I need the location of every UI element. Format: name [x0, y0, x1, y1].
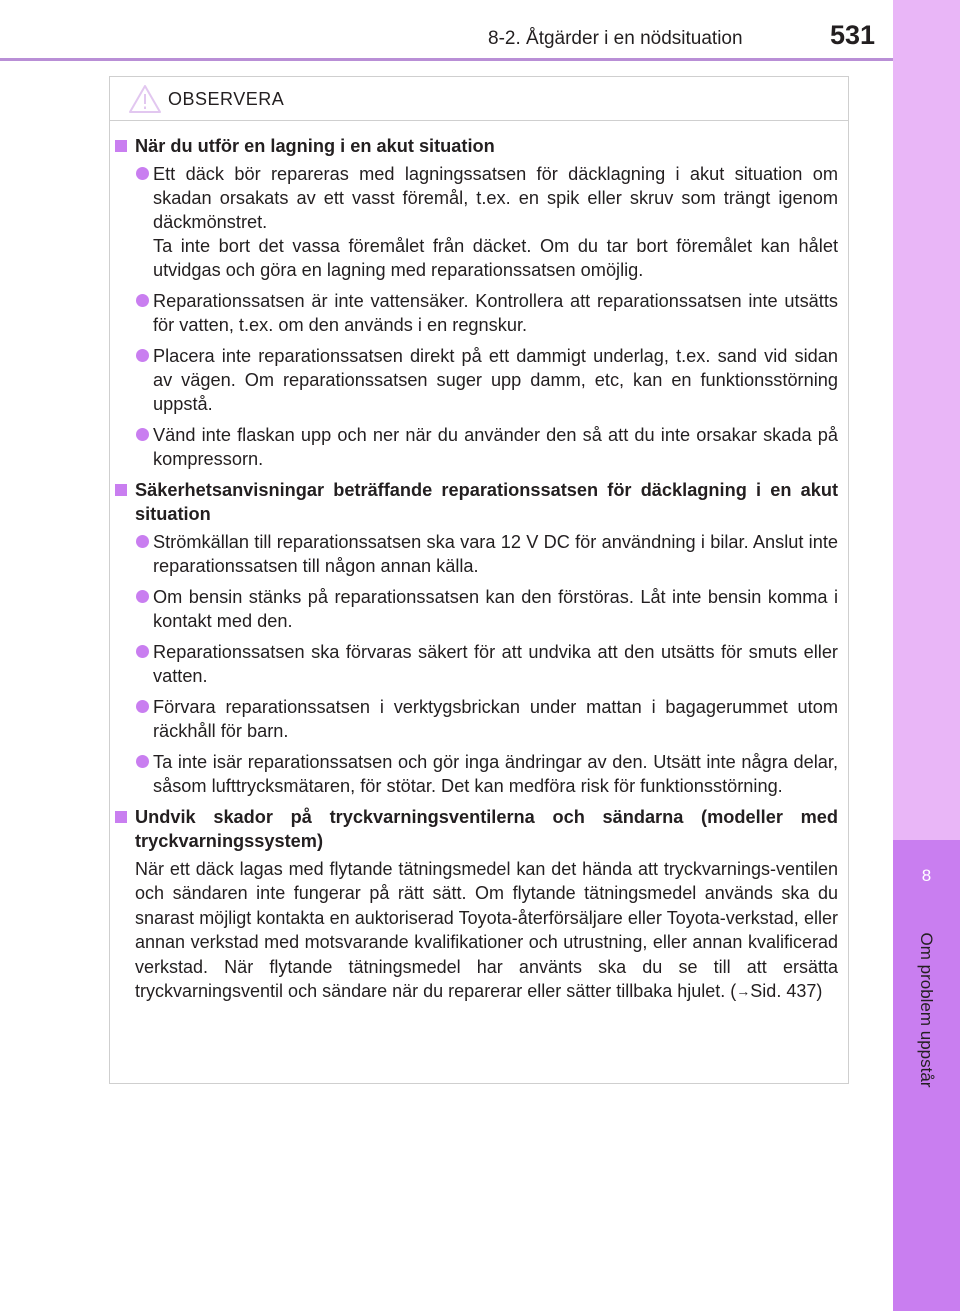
list-item: Reparationssatsen ska förvaras säkert för att undvika att den utsätts för smuts eller vatten.: [110, 640, 848, 688]
page-reference-link[interactable]: Sid. 437): [750, 981, 823, 1002]
round-bullet-icon: [136, 755, 149, 768]
chapter-number: 8: [921, 866, 932, 885]
round-bullet-icon: [136, 700, 149, 713]
header-rule: [0, 58, 893, 61]
notice-header: [110, 77, 848, 121]
list-item: Förvara reparationssatsen i verktygsbrickan under mattan i bagagerummet utom räckhåll för barn.: [110, 695, 848, 743]
square-bullet-icon: [115, 140, 127, 152]
section-heading: Säkerhetsanvisningar beträffande reparationssatsen för däcklagning i en akut situation: [110, 478, 848, 526]
round-bullet-icon: [136, 428, 149, 441]
notice-box: [109, 76, 849, 1084]
list-item: Om bensin stänks på reparationssatsen kan den förstöras. Låt inte bensin komma i kontakt med den.: [110, 585, 848, 633]
section-safety: [110, 478, 848, 798]
arrow-right-icon: →: [736, 983, 751, 1000]
notice-content: [110, 134, 848, 1006]
list-item: Strömkällan till reparationssatsen ska vara 12 V DC för användning i bilar. Anslut inte reparationssatsen till någon annan källa.: [110, 530, 848, 578]
list-item: Vänd inte flaskan upp och ner när du använder den så att du inte orsakar skada på kompressorn.: [110, 423, 848, 471]
list-item: Placera inte reparationssatsen direkt på ett dammigt underlag, t.ex. sand vid sidan av vägen. Om reparationssatsen suger upp damm, etc, kan en funktionsstörning uppstå.: [110, 344, 848, 416]
round-bullet-icon: [136, 645, 149, 658]
round-bullet-icon: [136, 535, 149, 548]
section-heading: Undvik skador på tryckvarningsventilerna och sändarna (modeller med tryckvarningssystem): [110, 805, 848, 853]
list-item: Ett däck bör repareras med lagningssatsen för däcklagning i akut situation om skadan orsakats av ett vasst föremål, t.ex. en spik eller skruv som trängt igenom däckmönstret. Ta inte bort det vassa föremålet från däcket. Om du tar bort föremålet kan hålet utvidgas och göra en lagning med reparationssatsen omöjlig.: [110, 162, 848, 282]
section-title: 8-2. Åtgärder i en nödsituation: [488, 28, 743, 49]
square-bullet-icon: [115, 811, 127, 823]
section-pressure-warning: [110, 805, 848, 1003]
list-item: Ta inte isär reparationssatsen och gör inga ändringar av den. Utsätt inte några delar, såsom lufttrycksmätaren, för stötar. Det kan medföra risk för funktionsstörning.: [110, 750, 848, 798]
round-bullet-icon: [136, 167, 149, 180]
round-bullet-icon: [136, 349, 149, 362]
list-item: Reparationssatsen är inte vattensäker. Kontrollera att reparationssatsen inte utsätts för vatten, t.ex. om den används i en regnskur.: [110, 289, 848, 337]
section-heading: När du utför en lagning i en akut situation: [110, 134, 848, 158]
page-number: 531: [830, 20, 876, 50]
notice-title: OBSERVERA: [168, 89, 285, 109]
chapter-title: Om problem uppstår: [917, 932, 936, 1088]
section-repair: [110, 134, 848, 471]
round-bullet-icon: [136, 590, 149, 603]
paragraph: När ett däck lagas med flytande tätningsmedel kan det hända att tryckvarnings-ventilen och sändaren inte fungerar på rätt sätt. Om flytande tätningsmedel används ska du snarast möjligt kontakta en auktoriserad Toyota-återförsäljare eller Toyota-verkstad, eller annan verkstad med motsvarande kvalifikationer och utrustning, eller annan kvalificerad verkstad. När flytande tätningsmedel har använts ska du se till att ersätta tryckvarningsventil och sändare när du reparerar eller sätter tillbaka hjulet. (→Sid. 437): [110, 857, 848, 1003]
round-bullet-icon: [136, 294, 149, 307]
warning-triangle-icon: [128, 84, 162, 119]
square-bullet-icon: [115, 484, 127, 496]
